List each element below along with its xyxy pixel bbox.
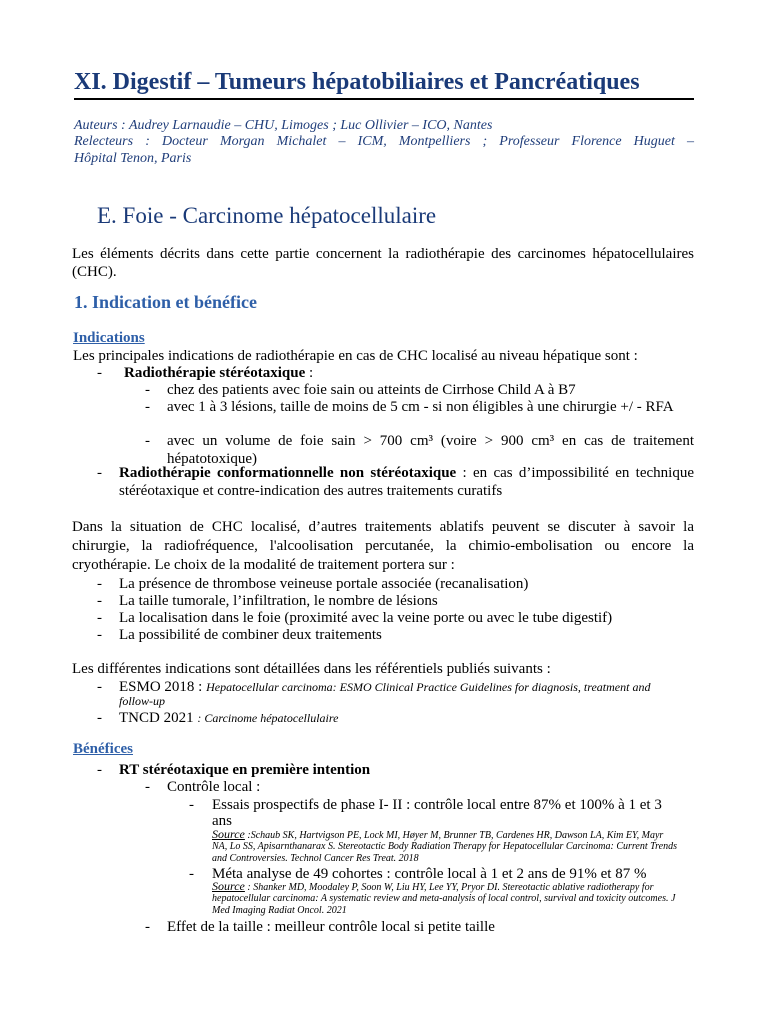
reviewers-line: Relecteurs : Docteur Morgan Michalet – ICM, Montpelliers ; Professeur Florence Huguet – — [74, 134, 694, 149]
indications-lead: Les principales indications de radiothérapie en cas de CHC localisé au niveau hépatique sont : — [73, 348, 638, 364]
source-text: :Schaub SK, Hartvigson PE, Lock MI, Høyer M, Brunner TB, Cardenes HR, Dawson LA, Kim EY, Mayr — [244, 830, 664, 841]
bullet-dash: - — [97, 576, 102, 592]
stereo-label: Radiothérapie stéréotaxique — [124, 365, 306, 381]
source-citation-cont: hepatocellular carcinoma: A systematic review and meta-analysis of local control, survival and toxicity outcomes. J — [212, 893, 676, 904]
conformational-text: : en cas d’impossibilité en technique stéréotaxique et contre-indication des autres traitements curatifs — [119, 465, 694, 499]
benefits-heading: Bénéfices — [73, 741, 133, 757]
bullet-dash: - — [145, 399, 150, 415]
source-citation — [212, 829, 663, 841]
source-word: Source — [212, 879, 245, 893]
conformational-label: Radiothérapie conformationnelle non stéréotaxique — [119, 465, 457, 481]
source-word: Source — [212, 827, 245, 841]
bullet-dash: - — [97, 679, 102, 695]
stereo-item — [124, 364, 313, 382]
bullet-dash: - — [189, 797, 194, 813]
reference-tncd — [119, 709, 338, 727]
bullet-dash: - — [97, 710, 102, 726]
source-citation-cont: and Controversies. Technol Cancer Res Treat. 2018 — [212, 853, 419, 864]
source-citation — [212, 881, 653, 893]
stereo-suffix: : — [305, 365, 314, 381]
bullet-dash: - — [97, 593, 102, 609]
authors-line: Auteurs : Audrey Larnaudie – CHU, Limoges ; Luc Ollivier – ICO, Nantes — [74, 118, 493, 133]
choice-item: La taille tumorale, l’infiltration, le nombre de lésions — [119, 593, 438, 609]
stereo-subitem: avec un volume de foie sain > 700 cm³ (voire > 900 cm³ en cas de traitement hépatotoxique) — [167, 433, 694, 467]
bullet-dash: - — [145, 779, 150, 795]
choice-item: La possibilité de combiner deux traitements — [119, 627, 382, 643]
source-citation-cont: NA, Lo SS, Apisarnthanarax S. Stereotactic Body Radiation Therapy for Hepatocellular Carcinoma: Current Trends — [212, 841, 677, 852]
ablative-paragraph: Dans la situation de CHC localisé, d’autres traitements ablatifs peuvent se discuter à savoir la chirurgie, la radiofréquence, l'alcoolisation percutanée, la chimio-embolisation ou encore la cryothérapie. Le choix de la modalité de traitement portera sur : — [72, 519, 694, 573]
rt-first-line: RT stéréotaxique en première intention — [119, 762, 371, 778]
reference-label: TNCD 2021 — [119, 710, 194, 726]
reference-title: Hepatocellular carcinoma: ESMO Clinical Practice Guidelines for diagnosis, treatment and — [206, 680, 651, 694]
document-title: XI. Digestif – Tumeurs hépatobiliaires et Pancréatiques — [74, 69, 640, 95]
bullet-dash: - — [145, 919, 150, 935]
size-effect: Effet de la taille : meilleur contrôle local si petite taille — [167, 919, 495, 935]
title-underline — [74, 98, 694, 100]
conformational-item — [119, 464, 694, 500]
bullet-dash: - — [145, 433, 150, 449]
section-title: E. Foie - Carcinome hépatocellulaire — [97, 203, 437, 228]
choice-item: La localisation dans le foie (proximité avec la veine porte ou avec le tube digestif) — [119, 610, 613, 626]
choice-item: La présence de thrombose veineuse portale associée (recanalisation) — [119, 576, 529, 592]
bullet-dash: - — [97, 610, 102, 626]
trial-result-cont: ans — [212, 813, 232, 829]
bullet-dash: - — [97, 762, 102, 778]
source-text: : Shanker MD, Moodaley P, Soon W, Liu HY, Lee YY, Pryor DI. Stereotactic ablative radiotherapy for — [244, 882, 654, 893]
subsection-title: 1. Indication et bénéfice — [74, 292, 257, 312]
reviewers-line-2: Hôpital Tenon, Paris — [74, 151, 192, 166]
local-control-label: Contrôle local : — [167, 779, 261, 795]
meta-analysis-result: Méta analyse de 49 cohortes : contrôle local à 1 et 2 ans de 91% et 87 % — [212, 866, 647, 882]
reference-esmo — [119, 678, 650, 696]
intro-paragraph: Les éléments décrits dans cette partie concernent la radiothérapie des carcinomes hépatocellulaires (CHC). — [72, 246, 694, 280]
bullet-dash: - — [97, 365, 102, 381]
reference-title-cont: follow-up — [119, 694, 166, 708]
bullet-dash: - — [97, 465, 102, 481]
indications-heading: Indications — [73, 330, 145, 346]
bullet-dash: - — [97, 627, 102, 643]
stereo-subitem: chez des patients avec foie sain ou atteints de Cirrhose Child A à B7 — [167, 382, 576, 398]
stereo-subitem: avec 1 à 3 lésions, taille de moins de 5 cm - si non éligibles à une chirurgie +/ - RFA — [167, 399, 674, 415]
references-lead: Les différentes indications sont détaillées dans les référentiels publiés suivants : — [72, 661, 551, 677]
trial-result: Essais prospectifs de phase I- II : contrôle local entre 87% et 100% à 1 et 3 — [212, 797, 662, 813]
source-citation-cont: Med Imaging Radiat Oncol. 2021 — [212, 905, 347, 916]
reference-label: ESMO 2018 : — [119, 679, 203, 695]
bullet-dash: - — [145, 382, 150, 398]
bullet-dash: - — [189, 866, 194, 882]
reference-title: : Carcinome hépatocellulaire — [197, 711, 339, 725]
